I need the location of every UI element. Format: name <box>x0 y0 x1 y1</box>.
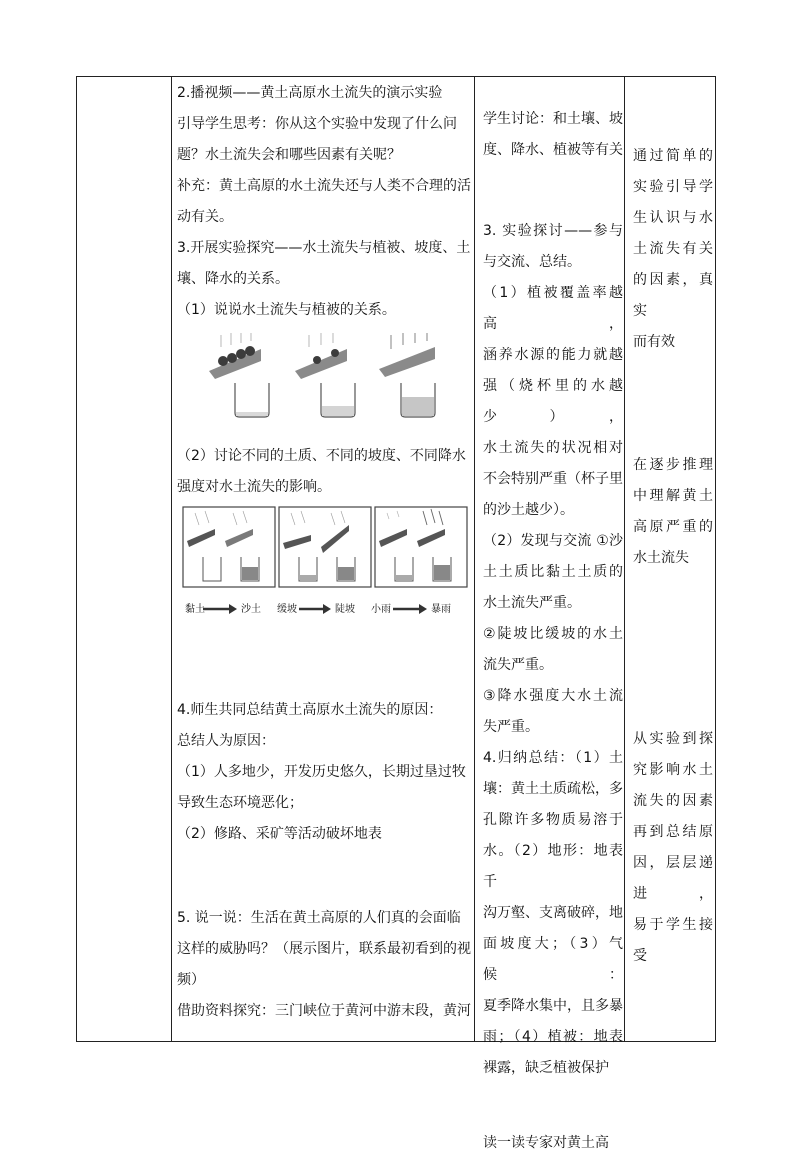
text-line: 水土流失的状况相对 <box>483 440 623 456</box>
text-line: 受 <box>633 948 647 964</box>
text-line: 面坡度大；（3）气候： <box>483 936 623 983</box>
text-line: 壤：黄土土质疏松，多 <box>483 781 623 797</box>
figure-label: 沙土 <box>241 604 261 615</box>
text-line: 题？水土流失会和哪些因素有关呢？ <box>177 147 401 163</box>
student-activity-column <box>483 104 623 1159</box>
text-line: 流失严重。 <box>483 657 553 673</box>
text-line: （1）植被覆盖率越高， <box>483 285 623 332</box>
text-line: 强（烧杯里的水越少）， <box>483 378 623 425</box>
text-line: 不会特别严重（杯子里 <box>483 471 623 487</box>
column-divider <box>624 77 625 1041</box>
text-line: 孔隙许多物质易溶于 <box>483 812 623 828</box>
text-line: 频） <box>177 972 205 988</box>
text-line: 这样的威胁吗？（展示图片，联系最初看到的视 <box>177 941 471 957</box>
text-line: 借助资料探究：三门峡位于黄河中游末段，黄河 <box>177 1003 471 1019</box>
column-divider <box>171 77 172 1041</box>
text-line: 实验引导学 <box>633 179 713 195</box>
text-line: （2）讨论不同的土质、不同的坡度、不同降水 <box>177 448 466 464</box>
text-line: ②陡坡比缓坡的水土 <box>483 626 623 642</box>
text-line: 夏季降水集中，且多暴 <box>483 998 623 1014</box>
figure-label: 暴雨 <box>431 604 451 615</box>
text-line: （2）修路、采矿等活动破坏地表 <box>177 826 382 842</box>
text-line: 补充：黄土高原的水土流失还与人类不合理的活 <box>177 178 471 194</box>
text-line: 雨；（4）植被：地表 <box>483 1029 623 1045</box>
text-line: 引导学生思考：你从这个实验中发现了什么问 <box>177 116 457 132</box>
column-divider <box>474 77 475 1041</box>
text-line: 从实验到探 <box>633 731 713 747</box>
figure-label: 缓坡 <box>277 604 297 615</box>
text-line: 5. 说一说：生活在黄土高原的人们真的会面临 <box>177 910 461 926</box>
experiment-step-title: 3.开展实验探究——水土流失与植被、坡度、土 <box>177 240 471 256</box>
video-step-title: 2.播视频——黄土高原水土流失的演示实验 <box>177 85 443 101</box>
text-line: 的沙土越少）。 <box>483 502 574 518</box>
text-line: 因，层层递进， <box>633 855 713 902</box>
lesson-plan-table <box>76 76 716 1151</box>
text-line: 再到总结原 <box>633 824 713 840</box>
text-line: 4.归纳总结：（1）土 <box>483 750 623 766</box>
text-line: 与交流、总结。 <box>483 254 581 270</box>
text-line: （1）人多地少，开发历史悠久，长期过垦过牧 <box>177 764 466 780</box>
text-line: 强度对水土流失的影响。 <box>177 479 331 495</box>
text-line: 流失的因素 <box>633 793 713 809</box>
text-line: 总结人为原因： <box>177 733 275 749</box>
text-line: 土土质比黏土土质的 <box>483 564 623 580</box>
text-line: 沟万壑、支离破碎，地 <box>483 905 623 921</box>
vegetation-question: （1）说说水土流失与植被的关系。 <box>177 302 396 318</box>
text-line: 水。（2）地形：地表千 <box>483 843 623 890</box>
text-line: 导致生态环境恶化； <box>177 795 303 811</box>
figure-label: 黏土 <box>185 604 205 615</box>
design-intent-column <box>633 141 713 972</box>
summary-step-title: 4.师生共同总结黄土高原水土流失的原因： <box>177 702 443 718</box>
figure-label: 陡坡 <box>335 604 355 615</box>
text-line: 3. 实验探讨——参与 <box>483 223 623 239</box>
text-line: 度、降水、植被等有关 <box>483 142 623 158</box>
text-line: 水土流失 <box>633 550 689 566</box>
text-line: 土流失有关 <box>633 241 713 257</box>
text-line: 动有关。 <box>177 209 233 225</box>
text-line: 学生讨论：和土壤、坡 <box>483 111 623 127</box>
text-line: 通过简单的 <box>633 148 713 164</box>
text-line: 而有效 <box>633 334 675 350</box>
text-line: 高原严重的 <box>633 519 713 535</box>
text-line: 失严重。 <box>483 719 539 735</box>
vegetation-experiment-figure <box>205 333 455 421</box>
figure-label: 小雨 <box>371 604 391 615</box>
text-line: 中理解黄土 <box>633 488 713 504</box>
text-line: 涵养水源的能力就越 <box>483 347 623 363</box>
text-line: 裸露，缺乏植被保护 <box>483 1060 609 1076</box>
text-line: 读一读专家对黄土高 <box>483 1135 609 1151</box>
text-line: ③降水强度大水土流 <box>483 688 623 704</box>
text-line: 究影响水土 <box>633 762 713 778</box>
text-line: 易于学生接 <box>633 917 713 933</box>
text-line: （2）发现与交流 ①沙 <box>483 533 623 549</box>
text-line: 生认识与水 <box>633 210 713 226</box>
text-line: 壤、降水的关系。 <box>177 271 289 287</box>
text-line: 的因素，真实 <box>633 272 713 319</box>
soil-slope-rain-comparison-figure <box>181 505 471 625</box>
text-line: 在逐步推理 <box>633 457 713 473</box>
text-line: 水土流失严重。 <box>483 595 581 611</box>
